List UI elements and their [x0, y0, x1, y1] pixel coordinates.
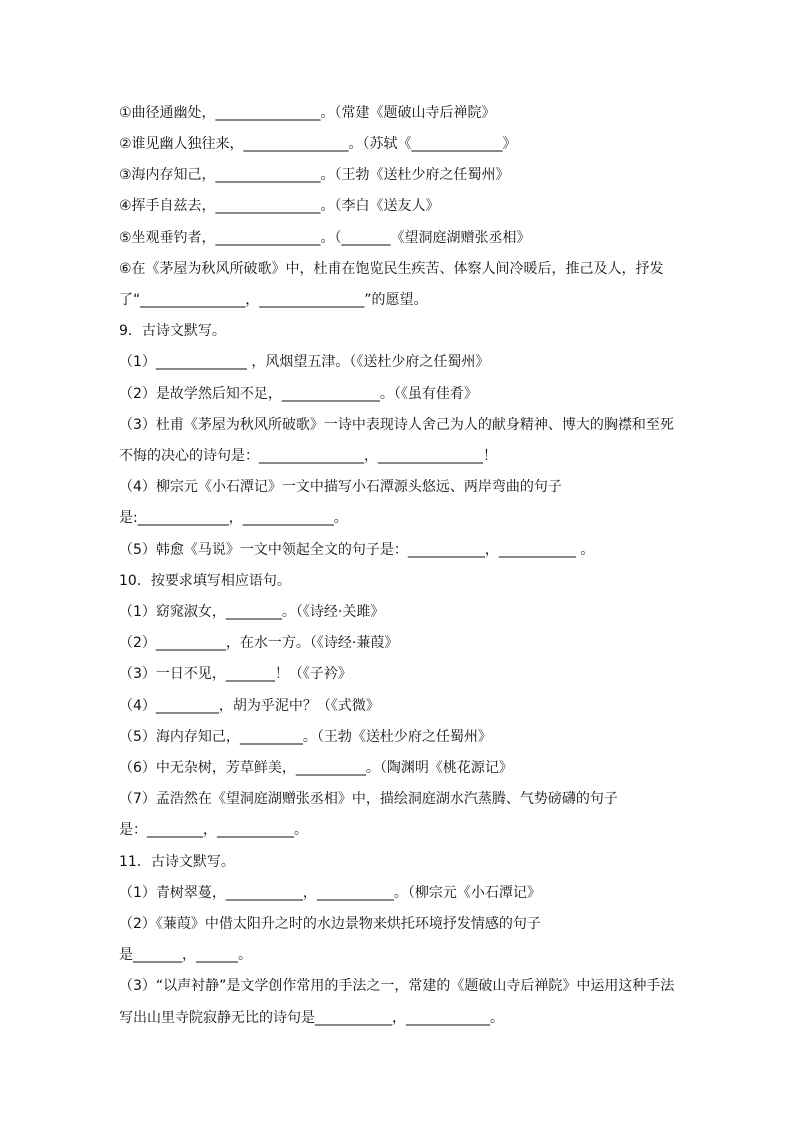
- text-line: （5）海内存知己，_________。（王勃《送杜少府之任蜀州》: [119, 729, 492, 745]
- text-line: 是:_____________，_____________。: [119, 510, 348, 526]
- question-heading: 9．古诗文默写。: [119, 323, 226, 339]
- text-line: （3）“以声衬静”是文学创作常用的手法之一，常建的《题破山寺后禅院》中运用这种手法: [119, 978, 675, 994]
- text-line: （1）窈窕淑女，________。（《诗经·关雎》: [119, 604, 385, 620]
- text-line: （7）孟浩然在《望洞庭湖赠张丞相》中，描绘洞庭湖水汽蒸腾、气势磅礴的句子: [119, 791, 618, 807]
- text-line: （2）__________，在水一方。（《诗经·蒹葭》: [119, 635, 399, 651]
- text-line: （3）杜甫《茅屋为秋风所破歌》一诗中表现诗人舍己为人的献身精神、博大的胸襟和至死: [119, 417, 674, 433]
- text-line: 写出山里寺院寂静无比的诗句是___________，____________。: [119, 1010, 504, 1026]
- text-line: （6）中无杂树，芳草鲜美，__________。（陶渊明《桃花源记》: [119, 760, 513, 776]
- text-line: （2）是故学然后知不足，______________。（《虽有佳肴》: [119, 386, 478, 402]
- text-line: ④挥手自兹去，_______________。（李白《送友人》: [119, 198, 440, 214]
- text-line: （4）_________，胡为乎泥中？（《式微》: [119, 698, 380, 714]
- question-heading: 11．古诗文默写。: [119, 854, 235, 870]
- text-line: 不悔的决心的诗句是：_______________，_______________！: [119, 448, 497, 464]
- text-line: ⑥在《茅屋为秋风所破歌》中，杜甫在饱览民生疾苦、体察人间冷暖后，推己及人，抒发: [119, 261, 664, 277]
- text-line: （3）一日不见，_______！（《子衿》: [119, 666, 352, 682]
- text-line: ③海内存知己，_______________。（王勃《送杜少府之任蜀州》: [119, 167, 510, 183]
- text-line: ⑤坐观垂钓者，_______________。（_______《望洞庭湖赠张丞相》: [119, 230, 531, 246]
- text-line: （1）青树翠蔓，___________，___________。（柳宗元《小石潭记》: [119, 885, 541, 901]
- question-heading: 10．按要求填写相应语句。: [119, 573, 291, 589]
- text-line: （1）_____________ ，风烟望五津。（《送杜少府之任蜀州》: [119, 354, 490, 370]
- text-line: 是_______，______。: [119, 947, 252, 963]
- text-line: （2）《蒹葭》中借太阳升之时的水边景物来烘托环境抒发情感的句子: [119, 916, 541, 932]
- text-line: ①曲径通幽处，_______________。（常建《题破山寺后禅院》: [119, 105, 496, 121]
- text-line: 了“_______________，_______________”的愿望。: [119, 292, 428, 308]
- text-line: （4）柳宗元《小石潭记》一文中描写小石潭源头悠远、两岸弯曲的句子: [119, 479, 562, 495]
- text-line: （5）韩愈《马说》一文中领起全文的句子是：___________，___________ 。: [119, 542, 595, 558]
- text-line: ②谁见幽人独往来，_______________。（苏轼《_____________》: [119, 136, 517, 152]
- text-line: 是：________，___________。: [119, 822, 308, 838]
